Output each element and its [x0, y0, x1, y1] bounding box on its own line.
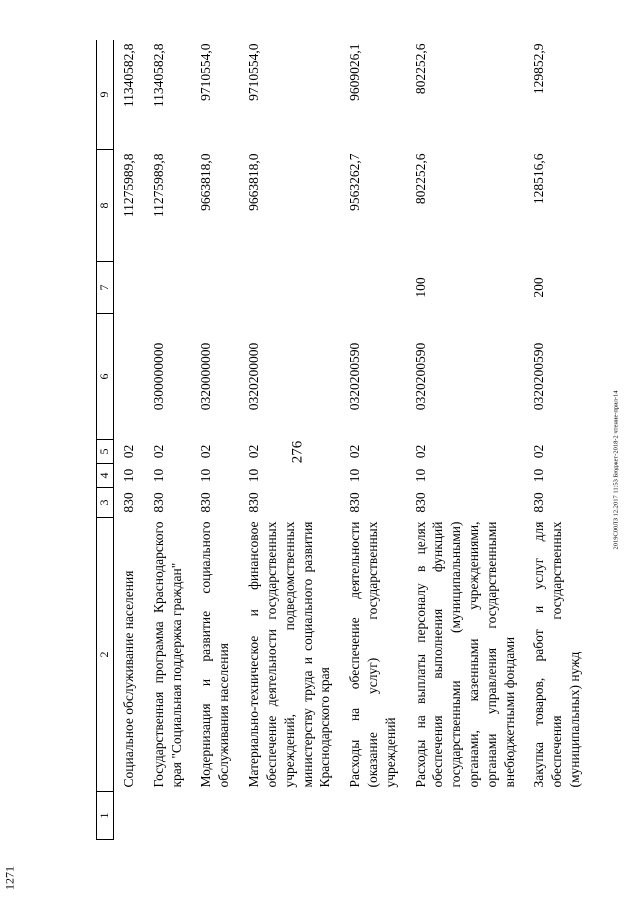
header-cell: 2	[97, 518, 114, 792]
cell-section: 10	[150, 468, 166, 483]
cell-ministry-code: 830	[150, 492, 166, 513]
table-row	[524, 40, 589, 840]
cell-amount-col8: 128516,6	[531, 153, 547, 205]
header-cell: 6	[97, 314, 114, 440]
cell-expense-type	[144, 262, 192, 314]
cell-subsection: 02	[150, 444, 166, 459]
table-row	[114, 40, 144, 840]
rotated-table-container	[96, 40, 622, 840]
cell-subsection: 02	[531, 444, 547, 459]
cell-section: 10	[347, 468, 363, 483]
cell-col1	[406, 792, 525, 840]
cell-ministry-code: 830	[531, 492, 547, 513]
cell-amount-col9: 11340582,8	[150, 43, 166, 108]
cell-expense-type	[191, 262, 239, 314]
cell-amount-col9: 9609026,1	[347, 43, 363, 101]
cell-name: Государственная программа Краснодарского края "Социальная поддержка граждан"	[150, 521, 184, 788]
cell-expense-type: 200	[531, 277, 547, 298]
cell-name: Расходы на обеспечение деятельности (оказание услуг) государственных учреждений	[347, 521, 398, 788]
cell-target-article: 0320200590	[347, 342, 363, 411]
header-cell: 1	[97, 792, 114, 840]
cell-section: 10	[412, 468, 428, 483]
table-header-row	[97, 40, 114, 840]
cell-target-article: 0320200000	[246, 342, 262, 411]
cell-amount-col9: 11340582,8	[121, 43, 136, 108]
cell-section: 10	[198, 468, 214, 483]
cell-target-article: 0320200590	[531, 342, 547, 411]
cell-subsection: 02	[412, 444, 428, 459]
cell-name: Закупка товаров, работ и услуг для обеспечения государственных (муниципальных) нужд	[531, 521, 583, 788]
header-cell: 5	[97, 440, 114, 464]
cell-target-article: 0300000000	[150, 342, 166, 411]
cell-amount-col9: 9710554,0	[198, 43, 214, 101]
cell-col1	[340, 792, 405, 840]
cell-section: 10	[246, 468, 262, 483]
cell-col1	[239, 792, 340, 840]
header-cell: 8	[97, 150, 114, 262]
header-cell: 4	[97, 464, 114, 488]
cell-ministry-code: 830	[412, 492, 428, 513]
cell-ministry-code: 830	[198, 492, 214, 513]
cell-amount-col8: 9563262,7	[347, 153, 363, 211]
cell-expense-type: 100	[412, 277, 428, 298]
cell-amount-col8: 11275989,8	[150, 153, 166, 218]
table-row	[239, 40, 340, 840]
cell-subsection: 02	[246, 444, 262, 459]
side-page-mark: 1271	[2, 866, 17, 890]
cell-expense-type	[114, 262, 144, 314]
cell-target-article: 0320200590	[412, 342, 428, 411]
cell-ministry-code: 830	[121, 492, 136, 513]
header-cell: 3	[97, 488, 114, 518]
header-cell: 7	[97, 262, 114, 314]
cell-section: 10	[121, 468, 136, 483]
table-row	[406, 40, 525, 840]
cell-col1	[144, 792, 192, 840]
cell-name: Материально-техническое и финансовое обеспечение деятельности государственных учреждений, подведомственных министерству труда и социального развития Краснодарского края	[246, 521, 333, 788]
cell-subsection: 02	[121, 444, 136, 459]
cell-section: 10	[531, 468, 547, 483]
cell-name: Модернизация и развитие социального обслуживания населения	[198, 521, 232, 788]
cell-subsection: 02	[347, 444, 363, 459]
cell-subsection: 02	[198, 444, 214, 459]
cell-col1	[191, 792, 239, 840]
table-row	[191, 40, 239, 840]
footer-document-code: 2019С00ЛЗ 12.2017 11:53 Бюджет-2018-2 чтение-прил-14	[612, 390, 620, 550]
cell-name: Социальное обслуживание населения	[121, 570, 136, 788]
cell-amount-col8: 9663818,0	[246, 153, 262, 211]
cell-amount-col9: 802252,6	[412, 43, 428, 95]
cell-amount-col9: 129852,9	[531, 43, 547, 95]
cell-amount-col8: 802252,6	[412, 153, 428, 205]
cell-name: Расходы на выплаты персоналу в целях обеспечения выполнения функций государственными (муниципальными) органами, казенными учреждениями, органами управления государственными внебюджетными фондами	[412, 521, 517, 788]
cell-expense-type	[239, 262, 340, 314]
cell-amount-col8: 9663818,0	[198, 153, 214, 211]
header-cell: 9	[97, 40, 114, 150]
cell-amount-col9: 9710554,0	[246, 43, 262, 101]
budget-table	[96, 40, 590, 840]
cell-target-article	[114, 314, 144, 440]
cell-ministry-code: 830	[246, 492, 262, 513]
table-row	[144, 40, 192, 840]
cell-expense-type	[340, 262, 405, 314]
cell-target-article: 0320000000	[198, 342, 214, 411]
cell-col1	[524, 792, 589, 840]
table-row	[340, 40, 405, 840]
cell-col1	[114, 792, 144, 840]
cell-ministry-code: 830	[347, 492, 363, 513]
budget-table-area	[96, 40, 622, 840]
page-number: 276	[289, 440, 306, 464]
cell-amount-col8: 11275989,8	[121, 153, 136, 218]
